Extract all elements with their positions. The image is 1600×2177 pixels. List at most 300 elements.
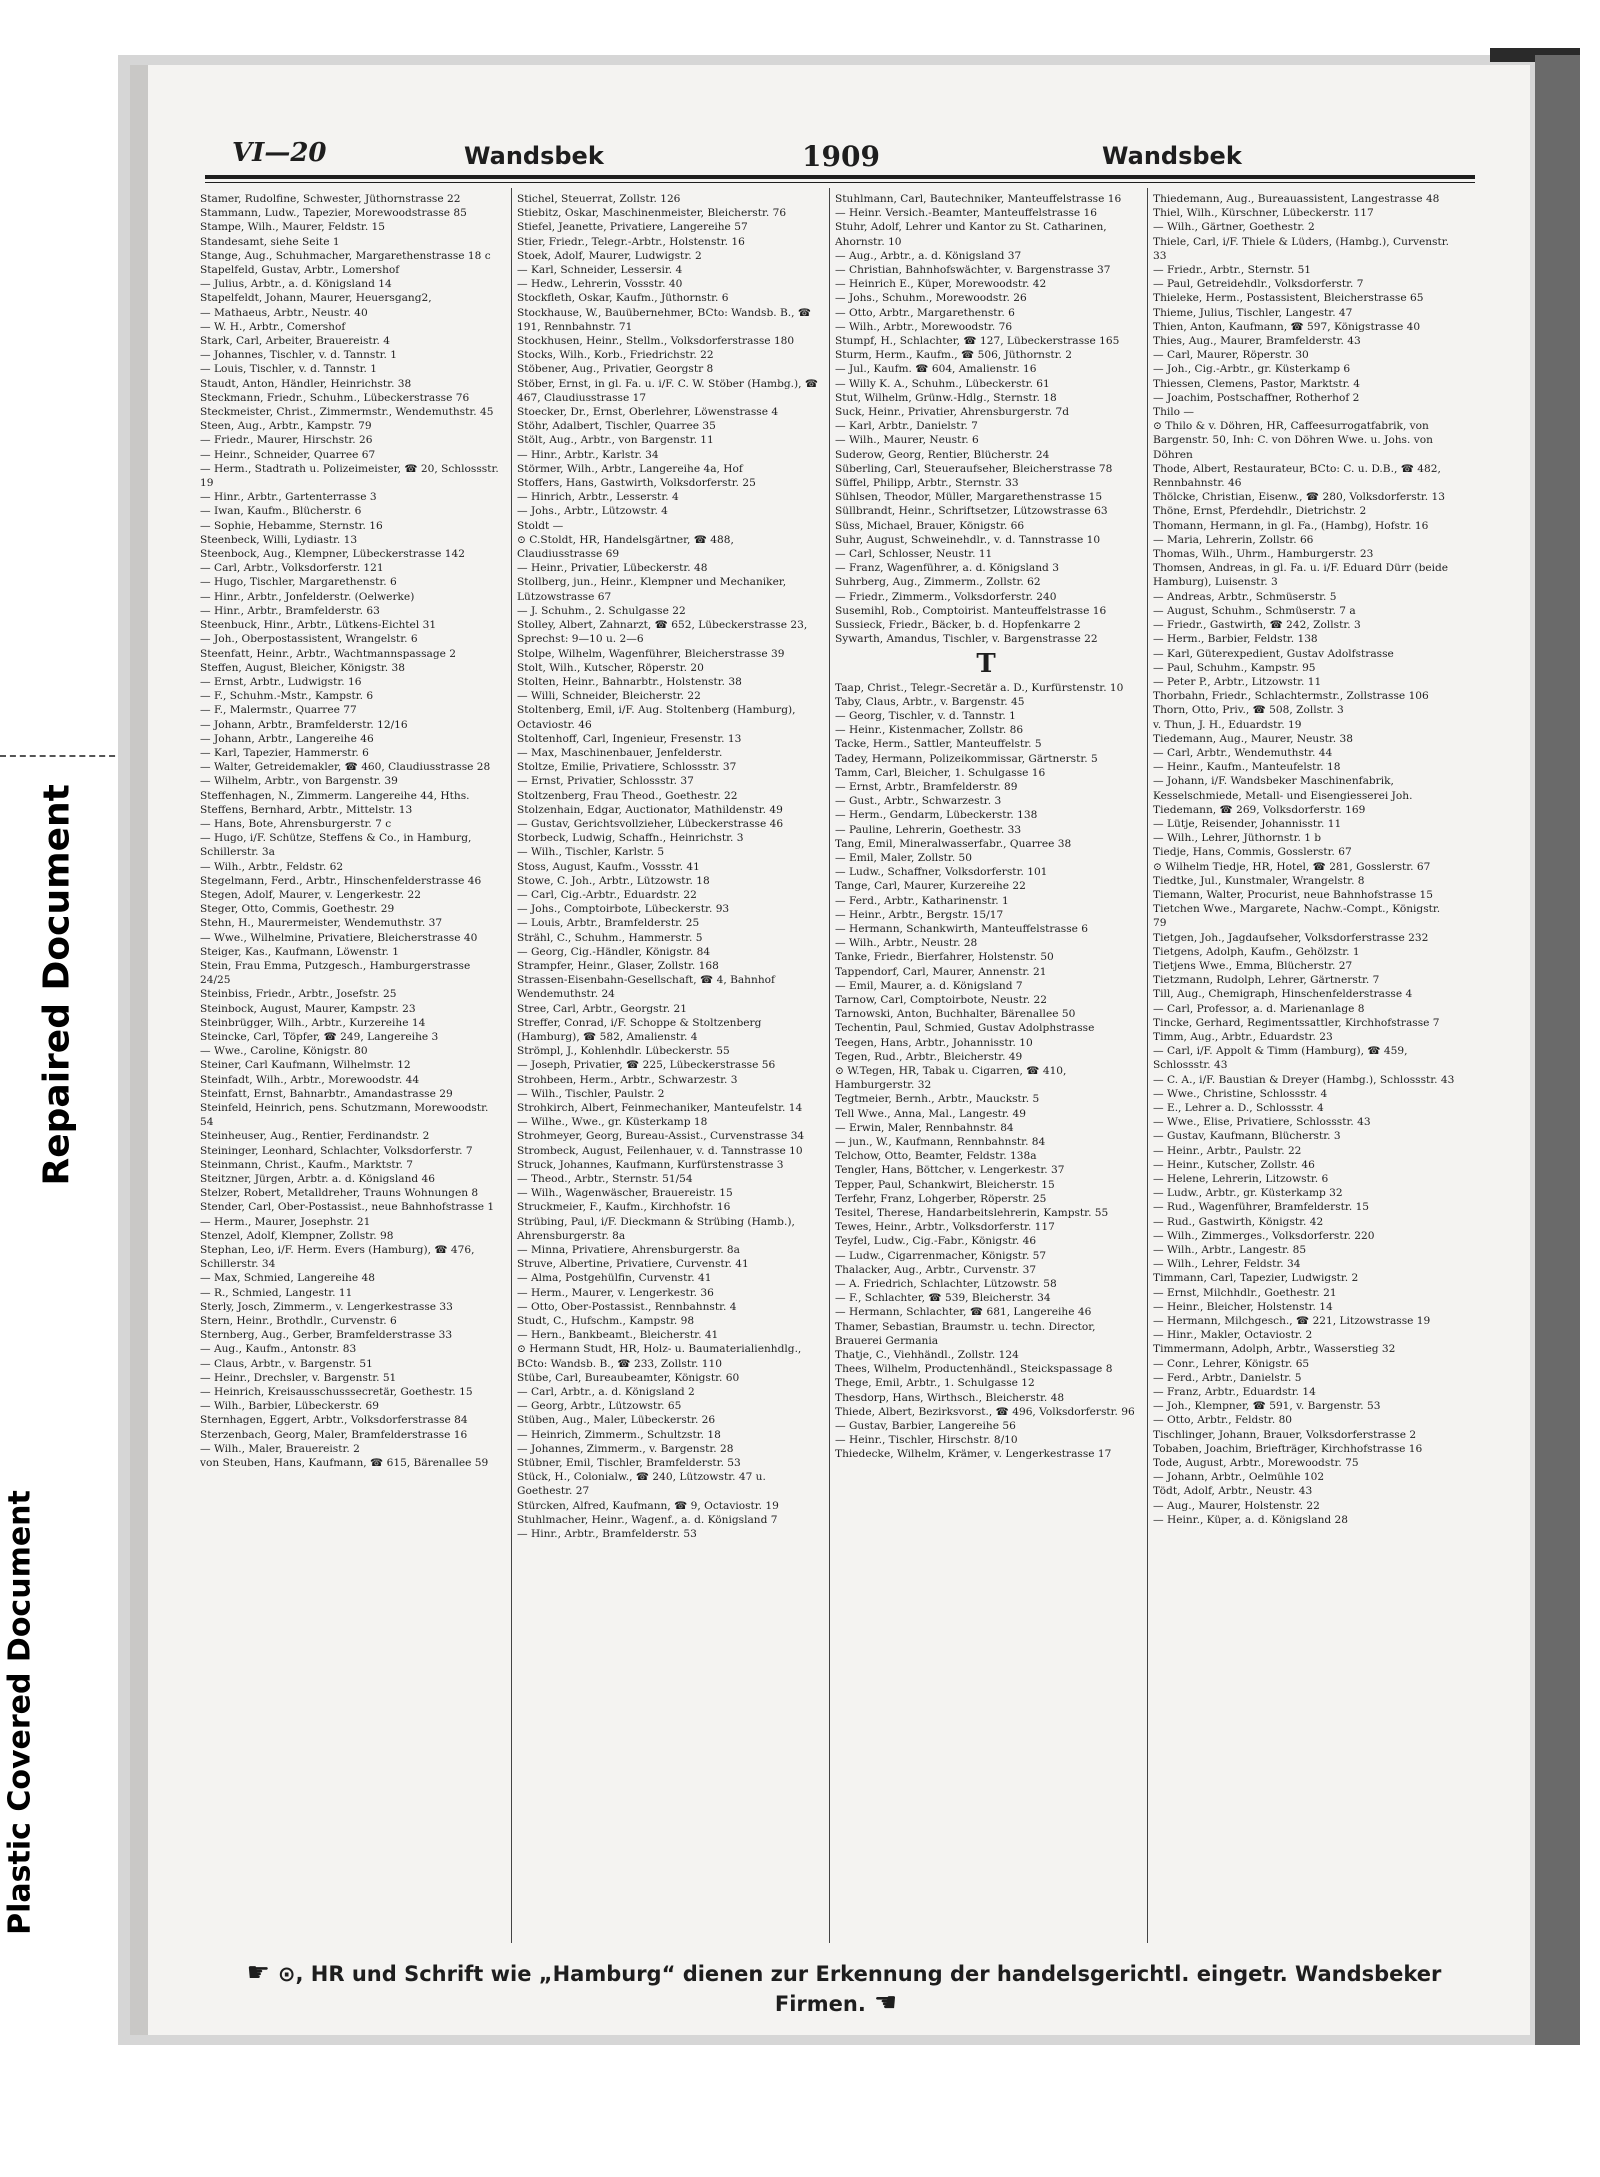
directory-entry: — A. Friedrich, Schlachter, Lützowstr. 58 — [835, 1278, 1057, 1291]
directory-entry: — Ludw., Arbtr., gr. Küsterkamp 32 — [1153, 1187, 1343, 1200]
directory-entry: — Christian, Bahnhofswächter, v. Bargenstrasse 37 — [835, 264, 1111, 277]
directory-entry: Süffel, Philipp, Arbtr., Sternstr. 33 — [835, 477, 1019, 490]
directory-entry: Stuhr, Adolf, Lehrer und Kantor zu St. Catharinen, Ahornstr. 10 — [835, 221, 1107, 248]
directory-entry: Steckmann, Friedr., Schuhm., Lübeckerstrasse 76 — [200, 391, 470, 404]
directory-entry: Strübing, Paul, i/F. Dieckmann & Strübing (Hamb.), Ahrensburgerstr. 8a — [517, 1215, 795, 1242]
directory-entry: Stender, Carl, Ober-Postassist., neue Bahnhofstrasse 1 — [200, 1201, 495, 1214]
directory-entry: — Hedw., Lehrerin, Vossstr. 40 — [517, 278, 683, 291]
directory-entry: Suderow, Georg, Rentier, Blücherstr. 24 — [835, 448, 1050, 461]
directory-entry: — Wilh., Maler, Brauereistr. 2 — [200, 1442, 360, 1455]
column-divider — [1147, 188, 1148, 1943]
directory-entry: Stoss, August, Kaufm., Vossstr. 41 — [517, 860, 700, 873]
directory-entry: — Friedr., Zimmerm., Volksdorferstr. 240 — [835, 590, 1057, 603]
directory-entry: Tacke, Herm., Sattler, Manteuffelstr. 5 — [835, 738, 1042, 751]
directory-entry: — Otto, Arbtr., Feldstr. 80 — [1153, 1414, 1293, 1427]
directory-entry: — Hermann, Schlachter, ☎ 681, Langereihe 46 — [835, 1306, 1092, 1319]
directory-entry: Tietchen Wwe., Margarete, Nachw.-Compt., Königstr. 79 — [1153, 903, 1441, 930]
section-letter: T — [976, 648, 996, 679]
directory-entry: — Heinr., Arbtr., Bergstr. 15/17 — [835, 908, 1004, 921]
directory-entry: — F., Malermstr., Quarree 77 — [200, 704, 357, 717]
directory-entry: Storbeck, Ludwig, Schaffn., Heinrichstr. 3 — [517, 832, 744, 845]
directory-entry: Stowe, C. Joh., Arbtr., Lützowstr. 18 — [517, 874, 710, 887]
directory-entry: Thesdorp, Hans, Wirthsch., Bleicherstr. 48 — [835, 1391, 1065, 1404]
directory-entry: Steinfatt, Ernst, Bahnarbtr., Amandastrasse 29 — [200, 1087, 453, 1100]
directory-entry: Standesamt, siehe Seite 1 — [200, 235, 340, 248]
directory-entry: Streffer, Conrad, i/F. Schoppe & Stoltzenberg (Hamburg), ☎ 582, Amalienstr. 4 — [517, 1016, 762, 1043]
directory-entry: Thatje, C., Viehhändl., Zollstr. 124 — [835, 1349, 1019, 1362]
page-header — [232, 138, 1447, 178]
directory-entry: Thiessen, Clemens, Pastor, Marktstr. 4 — [1153, 377, 1360, 390]
directory-entry: — Herm., Maurer, Josephstr. 21 — [200, 1215, 371, 1228]
directory-entry: — Carl, Arbtr., Volksdorferstr. 121 — [200, 562, 384, 575]
directory-entry: Thomsen, Andreas, in gl. Fa. u. i/F. Eduard Dürr (beide Hamburg), Luisenstr. 3 — [1153, 562, 1449, 589]
directory-entry: Störmer, Wilh., Arbtr., Langereihe 4a, Hof — [517, 462, 743, 475]
directory-entry: ⊙ C.Stoldt, HR, Handelsgärtner, ☎ 488, Claudiusstrasse 69 — [517, 533, 734, 561]
directory-entry: Suck, Heinr., Privatier, Ahrensburgerstr. 7d — [835, 406, 1070, 419]
directory-entry: Stoltze, Emilie, Privatiere, Schlossstr. 37 — [517, 761, 737, 774]
directory-entry: Steinbiss, Friedr., Arbtr., Josefstr. 25 — [200, 988, 397, 1001]
directory-entry: Süberling, Carl, Steueraufseher, Bleicherstrasse 78 — [835, 462, 1113, 475]
cut-line — [0, 755, 125, 757]
directory-entry: — Heinr., Tischler, Hirschstr. 8/10 — [835, 1434, 1018, 1447]
directory-entry: — Joseph, Privatier, ☎ 225, Lübeckerstrasse 56 — [517, 1059, 776, 1072]
directory-entry: Thieleke, Herm., Postassistent, Bleicherstrasse 65 — [1153, 292, 1424, 305]
directory-entry: — Aug., Maurer, Holstenstr. 22 — [1153, 1499, 1320, 1512]
directory-entry: Struckmeier, F., Kaufm., Kirchhofstr. 16 — [517, 1201, 731, 1214]
directory-entry: — Carl, Cig.-Arbtr., Eduardstr. 22 — [517, 888, 697, 901]
directory-entry: — Alma, Postgehülfin, Curvenstr. 41 — [517, 1272, 712, 1285]
directory-entry: — Heinrich, Kreisausschusssecretär, Goethestr. 15 — [200, 1386, 473, 1399]
directory-entry: — Wilh., Barbier, Lübeckerstr. 69 — [200, 1400, 380, 1413]
directory-entry: — Hern., Bankbeamt., Bleicherstr. 41 — [517, 1329, 719, 1342]
directory-entry: Thode, Albert, Restaurateur, BCto: C. u. D.B., ☎ 482, Rennbahnstr. 46 — [1153, 462, 1441, 490]
directory-entry: Tewes, Heinr., Arbtr., Volksdorferstr. 117 — [835, 1221, 1055, 1234]
directory-entry: — Wwe., Wilhelmine, Privatiere, Bleicherstrasse 40 — [200, 931, 478, 944]
directory-entry: Stölt, Aug., Arbtr., von Bargenstr. 11 — [517, 434, 714, 447]
directory-entry: Strohmeyer, Georg, Bureau-Assist., Curvenstrasse 34 — [517, 1130, 805, 1143]
directory-entry: — Peter P., Arbtr., Litzowstr. 11 — [1153, 675, 1322, 688]
directory-entry: — Erwin, Maler, Rennbahnstr. 84 — [835, 1121, 1014, 1134]
directory-entry: — Carl, Arbtr., Wendemuthstr. 44 — [1153, 746, 1333, 759]
directory-entry: Steenbock, Aug., Klempner, Lübeckerstrasse 142 — [200, 548, 466, 561]
directory-entry: — Wwe., Elise, Privatiere, Schlossstr. 43 — [1153, 1116, 1371, 1129]
directory-column-2 — [517, 192, 819, 1942]
directory-entry: Stark, Carl, Arbeiter, Brauereistr. 4 — [200, 335, 391, 348]
directory-entry: — Max, Maschinenbauer, Jenfelderstr. — [517, 746, 723, 759]
directory-entry: Steinbock, August, Maurer, Kampstr. 23 — [200, 1002, 416, 1015]
directory-entry: Stürcken, Alfred, Kaufmann, ☎ 9, Octaviostr. 19 — [517, 1499, 779, 1512]
directory-entry: Steffenhagen, N., Zimmerm. Langereihe 44, Hths. — [200, 789, 470, 802]
directory-entry: — Hinr., Makler, Octaviostr. 2 — [1153, 1329, 1313, 1342]
directory-entry: — Hans, Bote, Ahrensburgerstr. 7 c — [200, 817, 392, 830]
directory-entry: Thomas, Wilh., Uhrm., Hamburgerstr. 23 — [1153, 548, 1374, 561]
directory-entry: Terfehr, Franz, Lohgerber, Röperstr. 25 — [835, 1192, 1047, 1205]
directory-entry: Stern, Heinr., Brothdlr., Curvenstr. 6 — [200, 1315, 397, 1328]
directory-entry: Stiebitz, Oskar, Maschinenmeister, Bleicherstr. 76 — [517, 207, 787, 220]
directory-entry: — Friedr., Gastwirth, ☎ 242, Zollstr. 3 — [1153, 619, 1361, 632]
directory-entry: — Johs., Schuhm., Morewoodstr. 26 — [835, 292, 1027, 305]
directory-entry: Staudt, Anton, Händler, Heinrichstr. 38 — [200, 377, 412, 390]
directory-entry: Stut, Wilhelm, Grünw.-Hdlg., Sternstr. 18 — [835, 391, 1057, 404]
directory-entry: Thomann, Hermann, in gl. Fa., (Hambg), Hofstr. 16 — [1153, 519, 1429, 532]
directory-entry: Thien, Anton, Kaufmann, ☎ 597, Königstrasse 40 — [1153, 320, 1421, 333]
directory-entry: — Willi, Schneider, Bleicherstr. 22 — [517, 690, 701, 703]
directory-entry: Tischlinger, Johann, Brauer, Volksdorferstrasse 2 — [1153, 1428, 1417, 1441]
directory-entry: Thieme, Julius, Tischler, Langestr. 47 — [1153, 306, 1353, 319]
directory-entry: — Johannes, Zimmerm., v. Bargenstr. 28 — [517, 1442, 734, 1455]
directory-entry: ⊙ Hermann Studt, HR, Holz- u. Baumaterialienhdlg., BCto: Wandsb. B., ☎ 233, Zollstr. 110 — [517, 1343, 802, 1370]
directory-entry: Sywarth, Amandus, Tischler, v. Bargenstrasse 22 — [835, 633, 1098, 646]
directory-entry: — Joh., Oberpostassistent, Wrangelstr. 6 — [200, 633, 418, 646]
directory-entry: — Heinr., Kutscher, Zollstr. 46 — [1153, 1158, 1315, 1171]
directory-entry: ⊙ W.Tegen, HR, Tabak u. Cigarren, ☎ 410, Hamburgerstr. 32 — [835, 1064, 1067, 1092]
directory-entry: — Julius, Arbtr., a. d. Königsland 14 — [200, 278, 392, 291]
directory-entry: Stumpf, H., Schlachter, ☎ 127, Lübeckerstrasse 165 — [835, 335, 1120, 348]
directory-entry: — Ernst, Milchhdlr., Goethestr. 21 — [1153, 1286, 1337, 1299]
directory-entry: Süllbrandt, Heinr., Schriftsetzer, Lützowstrasse 63 — [835, 505, 1108, 518]
directory-entry: Stenzel, Adolf, Klempner, Zollstr. 98 — [200, 1229, 394, 1242]
directory-entry: Tincke, Gerhard, Regimentssattler, Kirchhofstrasse 7 — [1153, 1016, 1440, 1029]
directory-entry: Stollberg, jun., Heinr., Klempner und Mechaniker, Lützowstrasse 67 — [517, 576, 787, 603]
header-city-left: Wandsbek — [464, 142, 604, 170]
directory-entry: — Herm., Barbier, Feldstr. 138 — [1153, 633, 1318, 646]
directory-entry: — Carl, Schlosser, Neustr. 11 — [835, 548, 993, 561]
directory-entry: — Theod., Arbtr., Sternstr. 51/54 — [517, 1173, 693, 1186]
directory-entry: — Wilh., Tischler, Paulstr. 2 — [517, 1087, 665, 1100]
directory-entry: Steitzner, Jürgen, Arbtr. a. d. Königsland 46 — [200, 1173, 436, 1186]
directory-entry: — Wilh., Lehrer, Jüthornstr. 1 b — [1153, 832, 1322, 845]
directory-entry: — Iwan, Kaufm., Blücherstr. 6 — [200, 505, 362, 518]
directory-entry: — Carl, Professor, a. d. Marienanlage 8 — [1153, 1002, 1365, 1015]
directory-entry: — Wilhelm, Arbtr., von Bargenstr. 39 — [200, 775, 398, 788]
directory-entry: — Heinr., Schneider, Quarree 67 — [200, 448, 376, 461]
directory-entry: Steinmann, Christ., Kaufm., Marktstr. 7 — [200, 1158, 414, 1171]
directory-entry: Till, Aug., Chemigraph, Hinschenfelderstrasse 4 — [1153, 988, 1413, 1001]
directory-entry: — Hugo, i/F. Schütze, Steffens & Co., in Hamburg, Schillerstr. 3a — [200, 832, 472, 859]
directory-entry: Stoltenberg, Emil, i/F. Aug. Stoltenberg (Hamburg), Octaviostr. 46 — [517, 704, 796, 731]
directory-entry: — Hinr., Arbtr., Karlstr. 34 — [517, 448, 659, 461]
directory-entry: Sternberg, Aug., Gerber, Bramfelderstrasse 33 — [200, 1329, 453, 1342]
directory-entry: — Walter, Getreidemakler, ☎ 460, Claudiusstrasse 28 — [200, 761, 491, 774]
directory-entry: Stiefel, Jeanette, Privatiere, Langereihe 57 — [517, 221, 748, 234]
directory-entry: — Wilh., Lehrer, Feldstr. 34 — [1153, 1258, 1301, 1271]
directory-entry: Sterzenbach, Georg, Maler, Bramfelderstrasse 16 — [200, 1428, 468, 1441]
directory-entry: Stammann, Ludw., Tapezier, Morewoodstrasse 85 — [200, 207, 467, 220]
directory-entry: — Emil, Maurer, a. d. Königsland 7 — [835, 979, 1023, 992]
directory-entry: — Hinr., Arbtr., Bramfelderstr. 63 — [200, 604, 380, 617]
directory-entry: — W. H., Arbtr., Comershof — [200, 320, 346, 333]
directory-entry: — Ferd., Arbtr., Danielstr. 5 — [1153, 1371, 1302, 1384]
directory-entry: Stübe, Carl, Bureaubeamter, Königstr. 60 — [517, 1371, 740, 1384]
directory-entry: Thiedecke, Wilhelm, Krämer, v. Lengerkestrasse 17 — [835, 1448, 1112, 1461]
directory-entry: Stegelmann, Ferd., Arbtr., Hinschenfelderstrasse 46 — [200, 874, 482, 887]
directory-entry: — Hermann, Schankwirth, Manteuffelstrasse 6 — [835, 922, 1089, 935]
directory-entry: — Wwe., Christine, Schlossstr. 4 — [1153, 1087, 1328, 1100]
directory-entry: — Conr., Lehrer, Königstr. 65 — [1153, 1357, 1310, 1370]
directory-entry: — Ernst, Arbtr., Ludwigstr. 16 — [200, 675, 362, 688]
directory-entry: Thorbahn, Friedr., Schlachtermstr., Zollstrasse 106 — [1153, 690, 1429, 703]
directory-entry: — Georg, Tischler, v. d. Tannstr. 1 — [835, 709, 1016, 722]
directory-entry: Tange, Carl, Maurer, Kurzereihe 22 — [835, 880, 1026, 893]
directory-entry: Strömpl, J., Kohlenhdlr. Lübeckerstr. 55 — [517, 1045, 730, 1058]
directory-entry: — Carl, Arbtr., a. d. Königsland 2 — [517, 1386, 695, 1399]
directory-column-4 — [1153, 192, 1455, 1942]
directory-entry: Thilo — — [1153, 406, 1195, 419]
directory-entry: — Ferd., Arbtr., Katharinenstr. 1 — [835, 894, 1009, 907]
directory-entry: Stichel, Steuerrat, Zollstr. 126 — [517, 193, 681, 205]
directory-entry: — F., Schlachter, ☎ 539, Bleicherstr. 34 — [835, 1292, 1051, 1305]
directory-entry: — E., Lehrer a. D., Schlossstr. 4 — [1153, 1102, 1324, 1114]
directory-entry: Strampfer, Heinr., Glaser, Zollstr. 168 — [517, 959, 719, 972]
directory-entry: — Herm., Stadtrath u. Polizeimeister, ☎ 20, Schlossstr. 19 — [200, 462, 499, 490]
directory-entry: Thiele, Carl, i/F. Thiele & Lüders, (Hambg.), Curvenstr. 33 — [1153, 235, 1450, 262]
directory-entry: Strombeck, August, Feilenhauer, v. d. Tannstrasse 10 — [517, 1144, 803, 1157]
directory-entry: — Karl, Güterexpedient, Gustav Adolfstrasse — [1153, 647, 1394, 660]
directory-entry: — Heinr., Kistenmacher, Zollstr. 86 — [835, 724, 1024, 737]
scan-edge-right — [1535, 55, 1580, 2045]
directory-entry: Stehn, H., Maurermeister, Wendemuthstr. 37 — [200, 917, 443, 930]
directory-entry: Tietzmann, Rudolph, Lehrer, Gärtnerstr. 7 — [1153, 974, 1380, 987]
page-binding-edge — [130, 65, 148, 2035]
directory-entry: Stoek, Adolf, Maurer, Ludwigstr. 2 — [517, 249, 702, 262]
pointing-hand-icon: ☛ — [246, 1958, 270, 1988]
directory-entry: — Friedr., Maurer, Hirschstr. 26 — [200, 434, 373, 447]
directory-entry: — Paul, Schuhm., Kampstr. 95 — [1153, 661, 1316, 674]
directory-entry: — Georg, Arbtr., Lützowstr. 65 — [517, 1400, 682, 1413]
directory-entry: Stoffers, Hans, Gastwirth, Volksdorferstr. 25 — [517, 477, 756, 490]
directory-entry: Strähl, C., Schuhm., Hammerstr. 5 — [517, 931, 703, 944]
directory-entry: Sussieck, Friedr., Bäcker, b. d. Hopfenkarre 2 — [835, 619, 1081, 632]
directory-entry: — Louis, Tischler, v. d. Tannstr. 1 — [200, 363, 377, 376]
directory-entry: Steinfeld, Heinrich, pens. Schutzmann, Morewoodstr. 54 — [200, 1102, 489, 1129]
directory-entry: Stree, Carl, Arbtr., Georgstr. 21 — [517, 1002, 687, 1015]
pointing-hand-icon: ☚ — [873, 1988, 898, 2018]
directory-entry: Strohkirch, Albert, Feinmechaniker, Manteufelstr. 14 — [517, 1102, 803, 1114]
directory-entry: Stuhlmacher, Heinr., Wagenf., a. d. Königsland 7 — [517, 1513, 778, 1526]
directory-entry: — Emil, Maler, Zollstr. 50 — [835, 851, 973, 864]
directory-entry: Stamer, Rudolfine, Schwester, Jüthornstrasse 22 — [200, 193, 461, 205]
directory-entry: Stange, Aug., Schuhmacher, Margarethenstrasse 18 c — [200, 249, 491, 262]
directory-entry: Stocks, Wilh., Korb., Friedrichstr. 22 — [517, 349, 714, 362]
directory-entry: Tödt, Adolf, Arbtr., Neustr. 43 — [1153, 1485, 1313, 1498]
directory-entry: — Wilh., Zimmerges., Volksdorferstr. 220 — [1153, 1229, 1375, 1242]
repaired-document-label: Repaired Document — [36, 784, 78, 1186]
directory-entry: Studt, C., Hufschm., Kampstr. 98 — [517, 1315, 695, 1328]
directory-entry: Stolten, Heinr., Bahnarbtr., Holstenstr. 38 — [517, 675, 742, 688]
directory-entry: Tobaben, Joachim, Briefträger, Kirchhofstrasse 16 — [1153, 1442, 1423, 1455]
directory-entry: Stelzer, Robert, Metalldreher, Trauns Wohnungen 8 — [200, 1187, 479, 1200]
directory-entry: — Heinr., Drechsler, v. Bargenstr. 51 — [200, 1371, 397, 1384]
directory-entry: — F., Schuhm.-Mstr., Kampstr. 6 — [200, 690, 374, 703]
page-footer — [200, 1958, 1480, 2018]
directory-entry: — Wwe., Caroline, Königstr. 80 — [200, 1045, 368, 1058]
directory-entry: Steincke, Carl, Töpfer, ☎ 249, Langereihe 3 — [200, 1030, 439, 1043]
directory-entry: Tarnowski, Anton, Buchhalter, Bärenallee 50 — [835, 1008, 1076, 1021]
directory-entry: Sterly, Josch, Zimmerm., v. Lengerkestrasse 33 — [200, 1300, 453, 1313]
header-rule-thin — [205, 182, 1475, 183]
directory-entry: von Steuben, Hans, Kaufmann, ☎ 615, Bärenallee 59 — [200, 1457, 489, 1470]
directory-entry: Steinbrügger, Wilh., Arbtr., Kurzereihe 14 — [200, 1016, 426, 1029]
directory-entry: Stoltzenberg, Frau Theod., Goethestr. 22 — [517, 789, 738, 802]
directory-entry: Tiemann, Walter, Procurist, neue Bahnhofstrasse 15 — [1153, 888, 1433, 901]
directory-entry: Steenbuck, Hinr., Arbtr., Lütkens-Eichtel 31 — [200, 619, 437, 632]
directory-entry: — Heinr., Bleicher, Holstenstr. 14 — [1153, 1300, 1333, 1313]
directory-entry: — Wilh., Tischler, Karlstr. 5 — [517, 846, 665, 859]
directory-entry: — Gustav, Barbier, Langereihe 56 — [835, 1420, 1016, 1433]
directory-entry: ⊙ Wilhelm Tiedje, HR, Hotel, ☎ 281, Gosslerstr. 67 — [1153, 860, 1431, 873]
directory-entry: — Franz, Arbtr., Eduardstr. 14 — [1153, 1386, 1316, 1399]
directory-entry: Stampe, Wilh., Maurer, Feldstr. 15 — [200, 221, 386, 234]
directory-entry: — Helene, Lehrerin, Litzowstr. 6 — [1153, 1173, 1329, 1186]
directory-entry: Steger, Otto, Commis, Goethestr. 29 — [200, 903, 395, 916]
directory-entry: — Gustav, Gerichtsvollzieher, Lübeckerstrasse 46 — [517, 817, 784, 830]
directory-entry: — Johannes, Tischler, v. d. Tannstr. 1 — [200, 349, 398, 362]
directory-entry: Stapelfeldt, Johann, Maurer, Heuersgang2, — [200, 292, 432, 305]
directory-entry: Strohbeen, Herm., Arbtr., Schwarzestr. 3 — [517, 1073, 738, 1086]
directory-entry: Taap, Christ., Telegr.-Secretär a. D., Kurfürstenstr. 10 — [835, 681, 1124, 694]
directory-entry: — R., Schmied, Langestr. 11 — [200, 1286, 353, 1299]
directory-entry: Stockhause, W., Bauübernehmer, BCto: Wandsb. B., ☎ 191, Rennbahnstr. 71 — [517, 306, 812, 333]
directory-entry: Stolley, Albert, Zahnarzt, ☎ 652, Lübeckerstrasse 23, Sprechst: 9—10 u. 2—6 — [517, 619, 808, 646]
directory-entry: Stockfleth, Oskar, Kaufm., Jüthornstr. 6 — [517, 292, 729, 305]
directory-entry: Tegen, Rud., Arbtr., Bleicherstr. 49 — [835, 1050, 1023, 1063]
directory-entry: — Gust., Arbtr., Schwarzestr. 3 — [835, 795, 1002, 808]
directory-entry: — Heinrich E., Küper, Morewoodstr. 42 — [835, 278, 1047, 291]
header-rule — [205, 175, 1475, 179]
directory-entry: — Willy K. A., Schuhm., Lübeckerstr. 61 — [835, 377, 1050, 390]
directory-entry: Steinfadt, Wilh., Arbtr., Morewoodstr. 44 — [200, 1073, 420, 1086]
directory-entry: Sternhagen, Eggert, Arbtr., Volksdorferstrasse 84 — [200, 1414, 468, 1427]
directory-entry: — Johs., Comptoirbote, Lübeckerstr. 93 — [517, 903, 730, 916]
column-divider — [829, 188, 830, 1943]
directory-entry: Thalacker, Aug., Arbtr., Curvenstr. 37 — [835, 1263, 1037, 1276]
directory-entry: — Ludw., Cigarrenmacher, Königstr. 57 — [835, 1249, 1047, 1262]
directory-entry: v. Thun, J. H., Eduardstr. 19 — [1153, 718, 1302, 731]
directory-entry: Stöber, Ernst, in gl. Fa. u. i/F. C. W. Stöber (Hambg.), ☎ 467, Claudiusstrasse 17 — [517, 377, 819, 404]
directory-entry: Tanke, Friedr., Bierfahrer, Holstenstr. 50 — [835, 951, 1054, 964]
directory-entry: — Friedr., Arbtr., Sternstr. 51 — [1153, 264, 1312, 277]
directory-entry: — Wilh., Arbtr., Morewoodstr. 76 — [835, 320, 1013, 333]
directory-entry: — Sophie, Hebamme, Sternstr. 16 — [200, 519, 383, 532]
header-city-right: Wandsbek — [1102, 142, 1242, 170]
directory-entry: Stoecker, Dr., Ernst, Oberlehrer, Löwenstrasse 4 — [517, 406, 779, 419]
directory-entry: — Heinr., Kaufm., Manteufelstr. 18 — [1153, 761, 1341, 774]
directory-entry: — Joh., Klempner, ☎ 591, v. Bargenstr. 53 — [1153, 1400, 1381, 1413]
directory-entry: — Wilh., Wagenwäscher, Brauereistr. 15 — [517, 1187, 733, 1200]
directory-entry: Tell Wwe., Anna, Mal., Langestr. 49 — [835, 1107, 1027, 1120]
directory-entry: — Otto, Ober-Postassist., Rennbahnstr. 4 — [517, 1300, 737, 1313]
directory-entry: — Karl, Schneider, Lessersir. 4 — [517, 264, 683, 277]
directory-entry: — Hinr., Arbtr., Bramfelderstr. 53 — [517, 1528, 697, 1541]
directory-entry: — Louis, Arbtr., Bramfelderstr. 25 — [517, 917, 700, 930]
directory-entry: — Heinrich, Zimmerm., Schultzstr. 18 — [517, 1428, 721, 1441]
directory-entry: Stoldt — — [517, 519, 564, 532]
directory-entry: — Johann, Arbtr., Oelmühle 102 — [1153, 1471, 1325, 1484]
directory-entry: — Jul., Kaufm. ☎ 604, Amalienstr. 16 — [835, 363, 1037, 376]
directory-entry: Thiedemann, Aug., Bureauassistent, Langestrasse 48 — [1153, 193, 1440, 205]
directory-entry: — Karl, Arbtr., Danielstr. 7 — [835, 420, 978, 433]
directory-entry: Stöhr, Adalbert, Tischler, Quarree 35 — [517, 420, 716, 433]
directory-entry: Stockhusen, Heinr., Stellm., Volksdorferstrasse 180 — [517, 335, 795, 348]
directory-entry: Stein, Frau Emma, Putzgesch., Hamburgerstrasse 24/25 — [200, 959, 471, 987]
directory-column-3 — [835, 192, 1137, 1942]
directory-entry: — Herm., Maurer, v. Lengerkestr. 36 — [517, 1286, 714, 1299]
directory-entry: Tiedje, Hans, Commis, Gosslerstr. 67 — [1153, 846, 1352, 859]
directory-entry: Tepper, Paul, Schankwirt, Bleicherstr. 15 — [835, 1178, 1055, 1191]
directory-entry: Thiede, Albert, Bezirksvorst., ☎ 496, Volksdorferstr. 96 — [835, 1405, 1135, 1418]
directory-entry: — Ludw., Schaffner, Volksdorferstr. 101 — [835, 866, 1048, 879]
directory-entry: Timmermann, Adolph, Arbtr., Wasserstieg 32 — [1153, 1343, 1396, 1356]
directory-entry: — Rud., Wagenführer, Bramfelderstr. 15 — [1153, 1201, 1370, 1214]
directory-entry: Stuhlmann, Carl, Bautechniker, Manteuffelstrasse 16 — [835, 193, 1122, 205]
directory-entry: Thees, Wilhelm, Productenhändl., Steickspassage 8 — [835, 1363, 1113, 1376]
directory-entry: — Heinr., Privatier, Lübeckerstr. 48 — [517, 562, 708, 575]
directory-entry: Thöne, Ernst, Pferdehdlr., Dietrichstr. 2 — [1153, 505, 1367, 518]
directory-entry: Thorn, Otto, Priv., ☎ 508, Zollstr. 3 — [1153, 704, 1344, 717]
directory-entry: Struve, Albertine, Privatiere, Curvenstr. 41 — [517, 1258, 749, 1271]
directory-entry: Tietgen, Joh., Jagdaufseher, Volksdorferstrasse 232 — [1153, 931, 1429, 944]
directory-entry: Steinheuser, Aug., Rentier, Ferdinandstr. 2 — [200, 1130, 430, 1143]
directory-entry: — Hugo, Tischler, Margarethenstr. 6 — [200, 576, 397, 589]
directory-entry: Stübner, Emil, Tischler, Bramfelderstr. 53 — [517, 1457, 741, 1470]
directory-entry: — jun., W., Kaufmann, Rennbahnstr. 84 — [835, 1136, 1046, 1148]
directory-entry: — Carl, i/F. Appolt & Timm (Hamburg), ☎ 459, Schlossstr. 43 — [1153, 1045, 1408, 1072]
directory-entry: — J. Schuhm., 2. Schulgasse 22 — [517, 604, 686, 617]
directory-entry: Thamer, Sebastian, Braumstr. u. techn. Director, Brauerei Germania — [835, 1320, 1096, 1347]
directory-entry: Teyfel, Ludw., Cig.-Fabr., Königstr. 46 — [835, 1235, 1037, 1248]
directory-entry: Thies, Aug., Maurer, Bramfelderstr. 43 — [1153, 335, 1361, 348]
directory-entry: — Wilhe., Wwe., gr. Küsterkamp 18 — [517, 1116, 708, 1129]
directory-entry: Struck, Johannes, Kaufmann, Kurfürstenstrasse 3 — [517, 1158, 784, 1171]
directory-entry: Sturm, Herm., Kaufm., ☎ 506, Jüthornstr. 2 — [835, 349, 1073, 362]
plastic-covered-label: Plastic Covered Document — [2, 1490, 38, 1935]
directory-entry: Strassen-Eisenbahn-Gesellschaft, ☎ 4, Bahnhof Wendemuthstr. 24 — [517, 974, 775, 1001]
directory-entry: Suhrberg, Aug., Zimmerm., Zollstr. 62 — [835, 576, 1041, 589]
directory-entry: Stolt, Wilh., Kutscher, Röperstr. 20 — [517, 661, 704, 674]
directory-entry: — Joachim, Postschaffner, Rotherhof 2 — [1153, 391, 1360, 404]
directory-entry: Susemihl, Rob., Comptoirist. Manteuffelstrasse 16 — [835, 604, 1107, 617]
directory-entry: — Carl, Maurer, Röperstr. 30 — [1153, 349, 1309, 362]
directory-entry: — Ernst, Arbtr., Bramfelderstr. 89 — [835, 780, 1018, 793]
directory-entry: Stolzenhain, Edgar, Auctionator, Mathildenstr. 49 — [517, 803, 783, 816]
directory-entry: — Wilh., Arbtr., Feldstr. 62 — [200, 860, 344, 873]
directory-entry: Stüben, Aug., Maler, Lübeckerstr. 26 — [517, 1414, 716, 1427]
directory-entry: — Wilh., Arbtr., Neustr. 28 — [835, 937, 978, 950]
directory-entry: Stück, H., Colonialw., ☎ 240, Lützowstr. 47 u. Goethestr. 27 — [517, 1471, 766, 1498]
directory-entry: Tietjens Wwe., Emma, Blücherstr. 27 — [1153, 959, 1353, 972]
directory-entry: — Heinr., Küper, a. d. Königsland 28 — [1153, 1513, 1349, 1526]
directory-entry: — Wilh., Maurer, Neustr. 6 — [835, 434, 979, 447]
directory-entry: — Hinrich, Arbtr., Lesserstr. 4 — [517, 491, 679, 504]
directory-entry: — Georg, Cig.-Händler, Königstr. 84 — [517, 945, 711, 958]
directory-entry: — Max, Schmied, Langereihe 48 — [200, 1272, 375, 1285]
directory-entry: Taby, Claus, Arbtr., v. Bargenstr. 45 — [835, 695, 1025, 708]
directory-entry: Tesitel, Therese, Handarbeitslehrerin, Kampstr. 55 — [835, 1207, 1109, 1220]
directory-entry: — Hermann, Milchgesch., ☎ 221, Litzowstrasse 19 — [1153, 1315, 1431, 1328]
directory-entry: Stapelfeld, Gustav, Arbtr., Lomershof — [200, 264, 400, 277]
directory-entry: — Maria, Lehrerin, Zollstr. 66 — [1153, 533, 1314, 546]
directory-entry: — Gustav, Kaufmann, Blücherstr. 3 — [1153, 1130, 1341, 1143]
directory-entry: Tiedemann, Aug., Maurer, Neustr. 38 — [1153, 732, 1353, 745]
directory-entry: Suhr, August, Schweinehdlr., v. d. Tannstrasse 10 — [835, 533, 1101, 546]
footer-note: ⊙, HR und Schrift wie „Hamburg“ dienen zur Erkennung der handelsgerichtl. eingetr. Wandsbeker Firmen. — [277, 1962, 1442, 2016]
directory-entry: Stegen, Adolf, Maurer, v. Lengerkestr. 22 — [200, 888, 422, 901]
directory-entry: Tadey, Hermann, Polizeikommissar, Gärtnerstr. 5 — [835, 752, 1098, 765]
directory-entry: Tang, Emil, Mineralwasserfabr., Quarree 38 — [835, 837, 1072, 850]
directory-entry: — Wilh., Gärtner, Goethestr. 2 — [1153, 221, 1315, 234]
directory-entry: — Mathaeus, Arbtr., Neustr. 40 — [200, 306, 368, 319]
directory-entry: — Hinr., Arbtr., Jonfelderstr. (Oelwerke) — [200, 590, 415, 603]
